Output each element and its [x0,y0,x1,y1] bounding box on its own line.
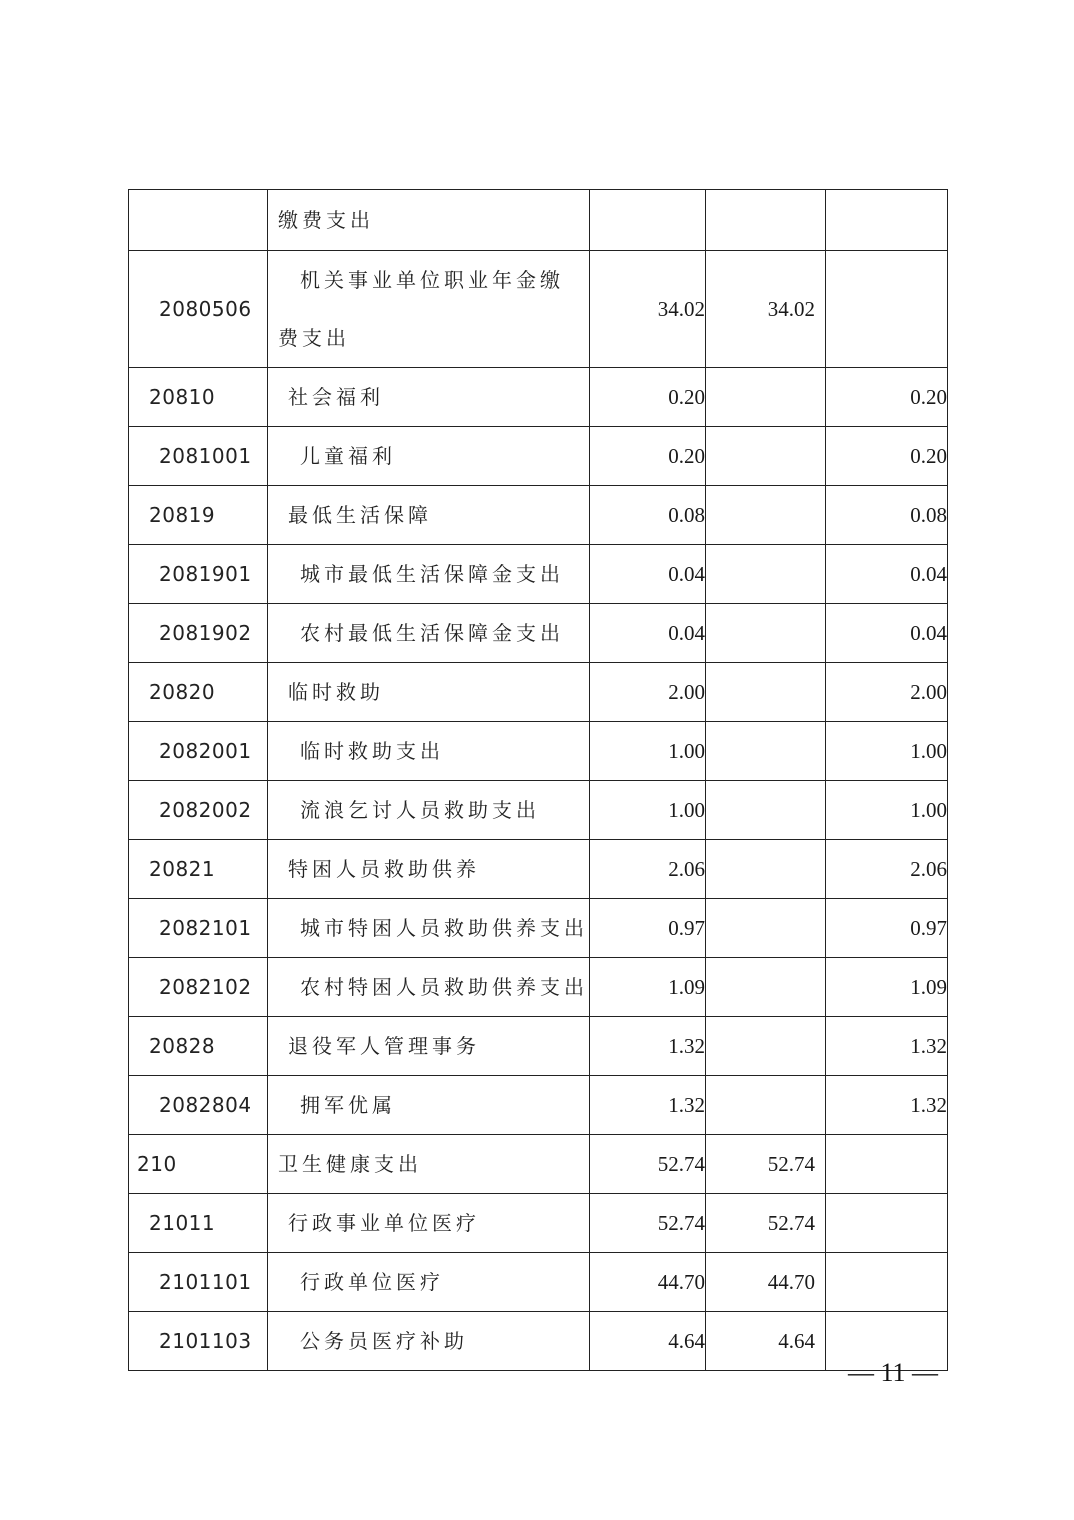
subject-code-cell [129,190,268,251]
subject-name-cell: 特困人员救助供养 [268,840,590,899]
basic-expenditure-cell [706,899,826,958]
total-cell: 0.97 [590,899,706,958]
subject-code-cell: 2081901 [129,545,268,604]
subject-name-cell: 儿童福利 [268,427,590,486]
subject-name-text: 机关事业单位职业年金缴费支出 [278,268,564,350]
basic-expenditure-cell [706,1076,826,1135]
total-cell: 1.09 [590,958,706,1017]
basic-expenditure-cell: 34.02 [706,251,826,368]
subject-code-cell: 20810 [129,368,268,427]
basic-expenditure-cell [706,486,826,545]
project-expenditure-cell: 0.08 [826,486,948,545]
total-cell: 44.70 [590,1253,706,1312]
project-expenditure-cell [826,1253,948,1312]
total-cell: 0.20 [590,427,706,486]
subject-name-cell: 缴费支出 [268,190,590,251]
subject-code-cell: 2082804 [129,1076,268,1135]
basic-expenditure-cell [706,840,826,899]
project-expenditure-cell: 1.00 [826,722,948,781]
project-expenditure-cell: 2.06 [826,840,948,899]
table-row [129,1253,948,1312]
total-cell: 0.08 [590,486,706,545]
subject-name-cell: 农村最低生活保障金支出 [268,604,590,663]
project-expenditure-cell [826,251,948,368]
total-cell: 0.04 [590,604,706,663]
basic-expenditure-cell [706,190,826,251]
total-cell: 1.00 [590,781,706,840]
table-row [129,427,948,486]
project-expenditure-cell [826,190,948,251]
total-cell: 4.64 [590,1312,706,1371]
basic-expenditure-cell [706,722,826,781]
basic-expenditure-cell: 52.74 [706,1135,826,1194]
total-cell: 0.04 [590,545,706,604]
basic-expenditure-cell [706,427,826,486]
total-cell: 0.20 [590,368,706,427]
total-cell: 52.74 [590,1135,706,1194]
subject-code-cell: 20820 [129,663,268,722]
table-row [129,663,948,722]
table-row [129,1017,948,1076]
subject-name-cell: 拥军优属 [268,1076,590,1135]
subject-code-cell: 21011 [129,1194,268,1253]
table-row [129,1194,948,1253]
basic-expenditure-cell [706,958,826,1017]
table-row [129,368,948,427]
table-row [129,722,948,781]
basic-expenditure-cell: 4.64 [706,1312,826,1371]
basic-expenditure-cell: 52.74 [706,1194,826,1253]
total-cell: 34.02 [590,251,706,368]
table-row [129,190,948,251]
project-expenditure-cell: 0.04 [826,604,948,663]
subject-name-cell: 公务员医疗补助 [268,1312,590,1371]
total-cell: 1.32 [590,1076,706,1135]
table-row [129,251,948,368]
table-row [129,781,948,840]
table-row [129,1312,948,1371]
table-row [129,604,948,663]
table-row [129,899,948,958]
subject-name-cell: 行政单位医疗 [268,1253,590,1312]
basic-expenditure-cell [706,663,826,722]
project-expenditure-cell [826,1194,948,1253]
subject-name-cell: 退役军人管理事务 [268,1017,590,1076]
total-cell: 2.06 [590,840,706,899]
project-expenditure-cell: 1.09 [826,958,948,1017]
total-cell: 52.74 [590,1194,706,1253]
basic-expenditure-cell [706,368,826,427]
subject-name-cell: 最低生活保障 [268,486,590,545]
table-row [129,545,948,604]
project-expenditure-cell: 0.97 [826,899,948,958]
total-cell [590,190,706,251]
subject-code-cell: 20828 [129,1017,268,1076]
table-row [129,486,948,545]
subject-code-cell: 2101103 [129,1312,268,1371]
project-expenditure-cell: 1.32 [826,1017,948,1076]
table-row [129,958,948,1017]
subject-code-cell: 2081001 [129,427,268,486]
basic-expenditure-cell [706,545,826,604]
subject-name-cell: 城市最低生活保障金支出 [268,545,590,604]
subject-code-cell: 2082002 [129,781,268,840]
subject-name-cell [268,251,590,368]
table-row [129,1135,948,1194]
total-cell: 1.00 [590,722,706,781]
subject-code-cell: 210 [129,1135,268,1194]
subject-code-cell: 2082101 [129,899,268,958]
subject-code-cell: 2101101 [129,1253,268,1312]
project-expenditure-cell [826,1135,948,1194]
subject-name-cell: 社会福利 [268,368,590,427]
budget-table [128,189,948,1371]
total-cell: 1.32 [590,1017,706,1076]
subject-name-cell: 流浪乞讨人员救助支出 [268,781,590,840]
project-expenditure-cell: 0.20 [826,368,948,427]
subject-code-cell: 20821 [129,840,268,899]
project-expenditure-cell: 1.32 [826,1076,948,1135]
subject-code-cell: 2081902 [129,604,268,663]
page-number: — 11 — [848,1358,939,1387]
subject-name-cell: 卫生健康支出 [268,1135,590,1194]
subject-name-cell: 城市特困人员救助供养支出 [268,899,590,958]
subject-code-cell: 20819 [129,486,268,545]
table-row [129,840,948,899]
subject-code-cell: 2082102 [129,958,268,1017]
subject-name-cell: 临时救助 [268,663,590,722]
subject-name-cell: 行政事业单位医疗 [268,1194,590,1253]
project-expenditure-cell: 0.20 [826,427,948,486]
project-expenditure-cell: 0.04 [826,545,948,604]
subject-code-cell: 2080506 [129,251,268,368]
basic-expenditure-cell [706,781,826,840]
subject-name-cell: 农村特困人员救助供养支出 [268,958,590,1017]
basic-expenditure-cell: 44.70 [706,1253,826,1312]
basic-expenditure-cell [706,1017,826,1076]
basic-expenditure-cell [706,604,826,663]
total-cell: 2.00 [590,663,706,722]
subject-name-cell: 临时救助支出 [268,722,590,781]
table-row [129,1076,948,1135]
subject-code-cell: 2082001 [129,722,268,781]
project-expenditure-cell: 2.00 [826,663,948,722]
project-expenditure-cell: 1.00 [826,781,948,840]
